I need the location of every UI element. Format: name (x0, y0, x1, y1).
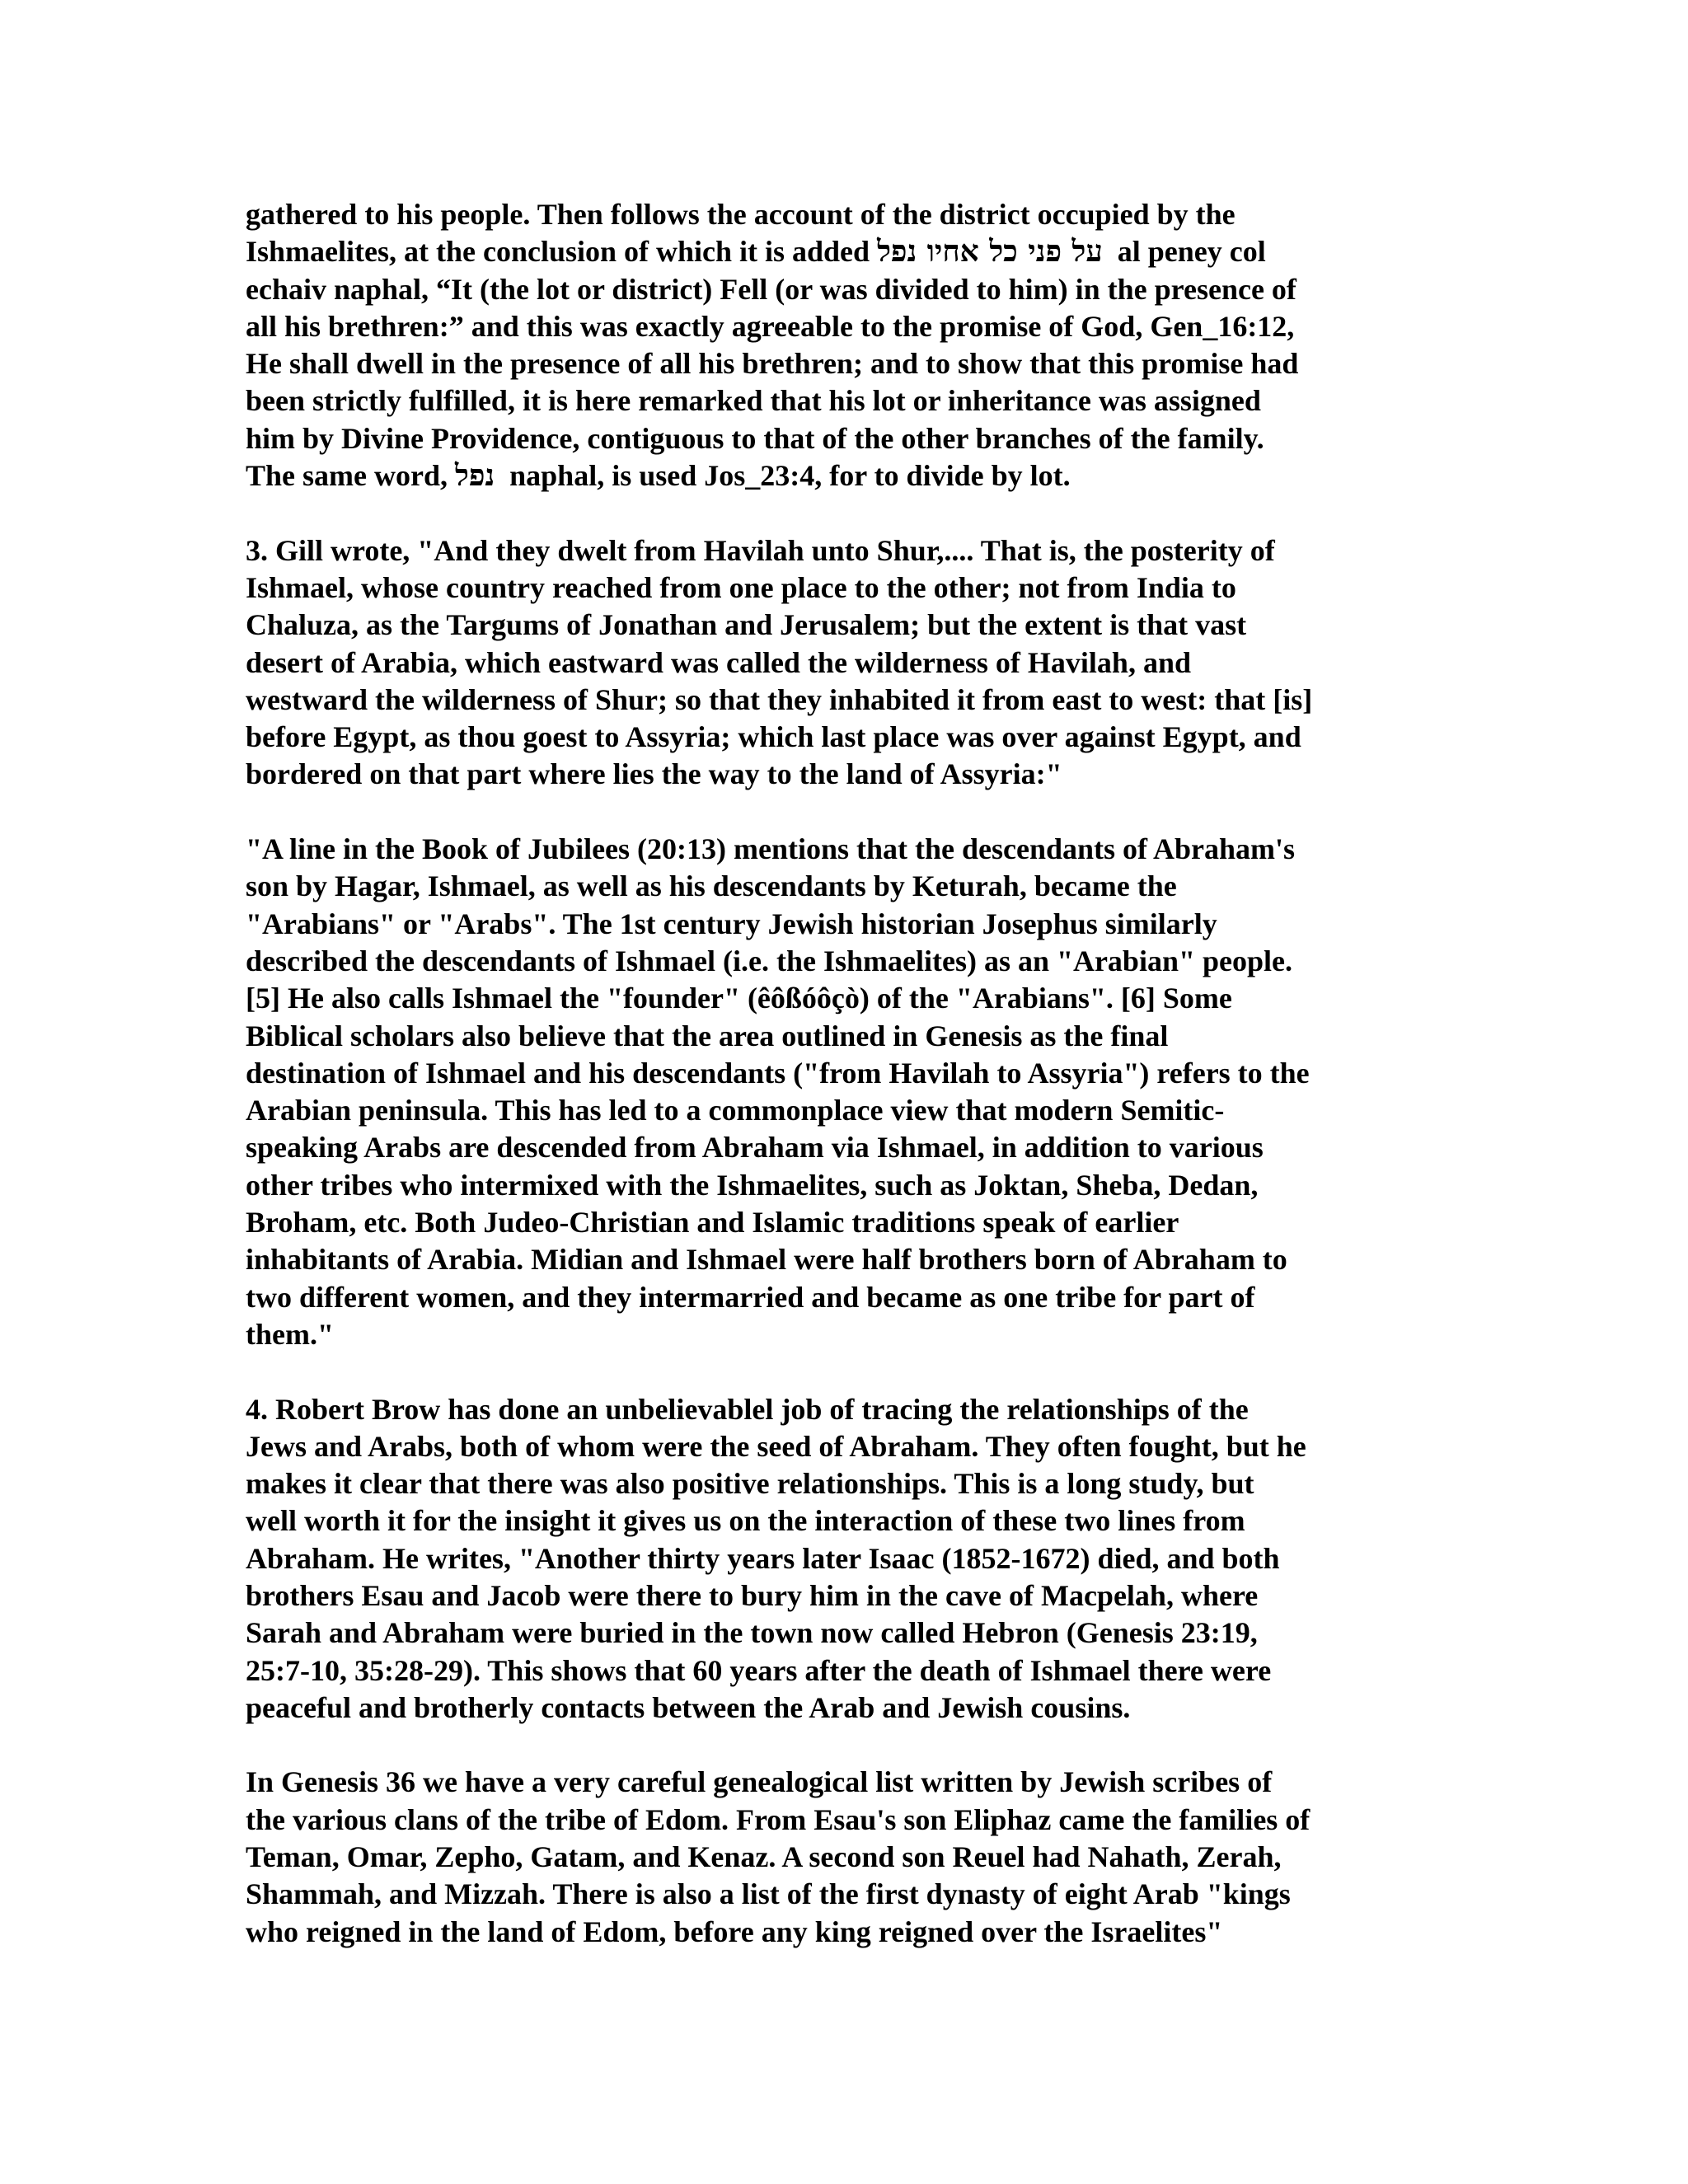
hebrew-word: נפל (455, 458, 495, 494)
text-line: Abraham. He writes, "Another thirty years later Isaac (1852-1672) died, and both (246, 1541, 1280, 1575)
text-line: Teman, Omar, Zepho, Gatam, and Kenaz. A second son Reuel had Nahath, Zerah, (246, 1840, 1282, 1874)
text-line: makes it clear that there was also positive relationships. This is a long study, but (246, 1467, 1254, 1501)
paragraph-4 (246, 1391, 1441, 1727)
paragraph-gap (246, 794, 1441, 831)
text-line: son by Hagar, Ishmael, as well as his descendants by Keturah, became the (246, 869, 1177, 903)
text-line: "A line in the Book of Jubilees (20:13) mentions that the descendants of Abraham's (246, 832, 1296, 866)
text-line-with-hebrew (246, 457, 1441, 494)
text-line: Jews and Arabs, both of whom were the seed of Abraham. They often fought, but he (246, 1429, 1306, 1463)
text-line: Biblical scholars also believe that the area outlined in Genesis as the final (246, 1019, 1169, 1052)
text-line: other tribes who intermixed with the Ishmaelites, such as Joktan, Sheba, Dedan, (246, 1168, 1259, 1202)
paragraph-2 (246, 532, 1441, 794)
text-segment: The same word, (246, 459, 455, 493)
text-line: before Egypt, as thou goest to Assyria; which last place was over against Egypt, and (246, 720, 1301, 754)
text-line: Sarah and Abraham were buried in the town now called Hebron (Genesis 23:19, (246, 1616, 1258, 1650)
text-line: Arabian peninsula. This has led to a commonplace view that modern Semitic- (246, 1094, 1225, 1127)
paragraph-gap (246, 494, 1441, 532)
text-line: speaking Arabs are descended from Abraham via Ishmael, in addition to various (246, 1131, 1264, 1165)
text-line: 25:7-10, 35:28-29). This shows that 60 years after the death of Ishmael there were (246, 1653, 1272, 1687)
text-line: 4. Robert Brow has done an unbelievablel job of tracing the relationships of the (246, 1392, 1249, 1426)
text-line: brothers Esau and Jacob were there to bury him in the cave of Macpelah, where (246, 1578, 1259, 1612)
text-line: "Arabians" or "Arabs". The 1st century Jewish historian Josephus similarly (246, 907, 1217, 940)
text-line: inhabitants of Arabia. Midian and Ishmael were half brothers born of Abraham to (246, 1243, 1287, 1277)
text-line: him by Divine Providence, contiguous to that of the other branches of the family. (246, 421, 1264, 455)
text-segment: al peney col (1102, 235, 1266, 269)
text-line: destination of Ishmael and his descendants ("from Havilah to Assyria") refers to the (246, 1056, 1310, 1090)
text-line: Broham, etc. Both Judeo-Christian and Islamic traditions speak of earlier (246, 1206, 1179, 1240)
text-line: who reigned in the land of Edom, before any king reigned over the Israelites" (246, 1915, 1223, 1948)
text-line: Chaluza, as the Targums of Jonathan and Jerusalem; but the extent is that vast (246, 608, 1247, 642)
text-line: 3. Gill wrote, "And they dwelt from Havilah unto Shur,.... That is, the posterity of (246, 533, 1275, 567)
text-line: peaceful and brotherly contacts between the Arab and Jewish cousins. (246, 1690, 1131, 1724)
text-line: Shammah, and Mizzah. There is also a list of the first dynasty of eight Arab "kings (246, 1877, 1291, 1911)
text-line: two different women, and they intermarried and became as one tribe for part of (246, 1280, 1255, 1314)
text-line: gathered to his people. Then follows the account of the district occupied by the (246, 198, 1236, 231)
text-line: [5] He also calls Ishmael the "founder" (êôßóôçò) of the "Arabians". [6] Some (246, 982, 1232, 1015)
text-line: well worth it for the insight it gives us on the interaction of these two lines from (246, 1504, 1245, 1538)
text-line: described the descendants of Ishmael (i.e. the Ishmaelites) as an "Arabian" people. (246, 944, 1292, 977)
text-line: Ishmael, whose country reached from one place to the other; not from India to (246, 570, 1236, 604)
document-page (246, 196, 1441, 1951)
text-line: In Genesis 36 we have a very careful genealogical list written by Jewish scribes of (246, 1765, 1273, 1799)
text-line: desert of Arabia, which eastward was called the wilderness of Havilah, and (246, 645, 1191, 679)
hebrew-phrase: על פני כל אחיו נפל (877, 234, 1103, 269)
text-line: westward the wilderness of Shur; so that they inhabited it from east to west: that [is] (246, 682, 1313, 716)
paragraph-gap (246, 1353, 1441, 1390)
text-line: bordered on that part where lies the way to the land of Assyria:" (246, 757, 1062, 791)
paragraph-1 (246, 196, 1441, 494)
text-segment: naphal, is used Jos_23:4, for to divide by lot. (495, 459, 1071, 493)
text-line: He shall dwell in the presence of all his brethren; and to show that this promise had (246, 347, 1299, 381)
text-line: been strictly fulfilled, it is here remarked that his lot or inheritance was assigned (246, 384, 1261, 418)
paragraph-3 (246, 831, 1441, 1353)
paragraph-gap (246, 1727, 1441, 1764)
text-segment: Ishmaelites, at the conclusion of which it is added (246, 235, 878, 269)
text-line: them." (246, 1317, 334, 1351)
text-line: all his brethren:” and this was exactly agreeable to the promise of God, Gen_16:12, (246, 309, 1295, 343)
text-line: echaiv naphal, “It (the lot or district) Fell (or was divided to him) in the presence of (246, 272, 1296, 306)
paragraph-5 (246, 1764, 1441, 1950)
text-line: the various clans of the tribe of Edom. From Esau's son Eliphaz came the families of (246, 1802, 1311, 1836)
text-line-with-hebrew (246, 233, 1441, 270)
